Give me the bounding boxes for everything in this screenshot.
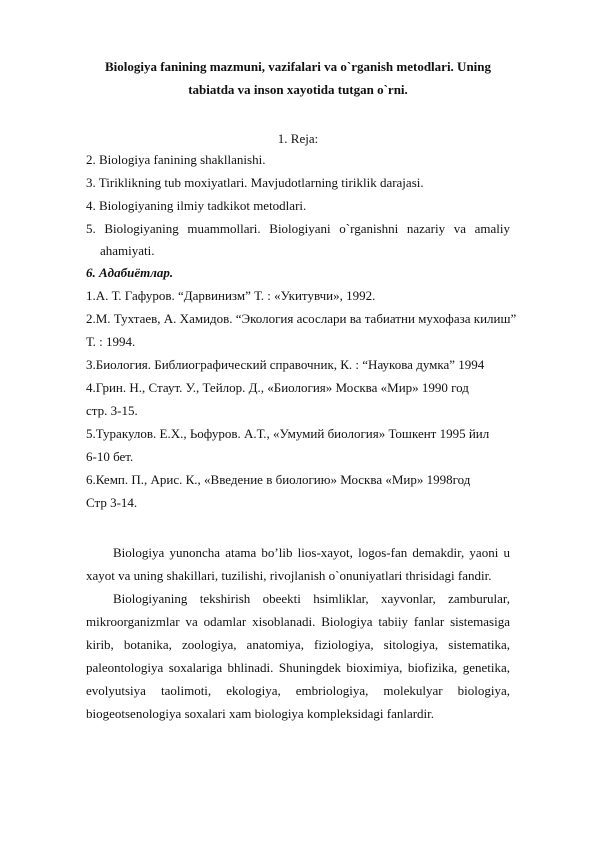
- paragraph-line: biogeotsenologiya soxalari xam biologiya kompleksidagi fanlardir.: [86, 706, 435, 721]
- plan-item: 3. Tiriklikning tub moxiyatlari. Mavjudotlarning tiriklik darajasi.: [86, 175, 424, 190]
- literature-line: 5.Туракулов. Е.Х., Ьофуров. А.Т., «Умумий биология» Тошкент 1995 йил: [86, 426, 490, 441]
- plan-heading: 1. Reja:: [277, 131, 319, 146]
- title-line: Biologiya fanining mazmuni, vazifalari va o`rganish metodlari. Uning: [104, 59, 492, 74]
- plan-item: 4. Biologiyaning ilmiy tadkikot metodlari.: [86, 198, 307, 213]
- paragraph-line: xayot va uning shakillari, tuzilishi, rivojlanish o`onuniyatlari thrisidagi fandir.: [86, 568, 492, 583]
- literature-line: 1.А. Т. Гафуров. “Дарвинизм” Т. : «Укитувчи», 1992.: [86, 288, 376, 303]
- document-title: [86, 55, 510, 101]
- paragraph-line: Biologiya yunoncha atama bo’lib lios-xayot, logos-fan demakdir, yaoni u: [113, 545, 510, 560]
- plan-item: ahamiyati.: [100, 243, 155, 258]
- paragraph-line: mikroorganizmlar va odamlar xisoblanadi. Biologiya tabiiy fanlar sistemasiga: [86, 614, 510, 629]
- literature-line: 4.Грин. Н., Стаут. У., Тейлор. Д., «Биология» Москва «Мир» 1990 год: [86, 380, 469, 395]
- literature-line: 6.Кемп. П., Арис. К., «Введение в биологию» Москва «Мир» 1998год: [86, 472, 471, 487]
- literature-line: стр. 3-15.: [86, 403, 138, 418]
- plan-item: 5. Biologiyaning muammollari. Biologiyani o`rganishni nazariy va amaliy: [86, 221, 510, 236]
- title-line: tabiatda va inson xayotida tutgan o`rni.: [188, 82, 408, 97]
- paragraph-line: evolyutsiya taolimoti, ekologiya, embriologiya, molekulyar biologiya,: [86, 683, 510, 698]
- literature-line: Стр 3-14.: [86, 495, 138, 510]
- paragraph-line: kirib, botanika, zoologiya, anatomiya, fiziologiya, sitologiya, sistematika,: [86, 637, 510, 652]
- literature-line: 2.М. Тухтаев, А. Хамидов. “Экология асослари ва табиатни мухофаза килиш”: [86, 311, 517, 326]
- literature-line: Т. : 1994.: [86, 334, 136, 349]
- literature-heading: 6. Адабиётлар.: [86, 265, 174, 280]
- paragraph-line: paleontologiya soxalariga bhlinadi. Shuningdek bioximiya, biofizika, genetika,: [86, 660, 510, 675]
- plan-item: 2. Biologiya fanining shakllanishi.: [86, 152, 266, 167]
- literature-line: 6-10 бет.: [86, 449, 134, 464]
- paragraph-line: Biologiyaning tekshirish obeekti hsimliklar, xayvonlar, zamburular,: [113, 591, 510, 606]
- literature-line: 3.Биология. Библиографический справочник, К. : “Наукова думка” 1994: [86, 357, 485, 372]
